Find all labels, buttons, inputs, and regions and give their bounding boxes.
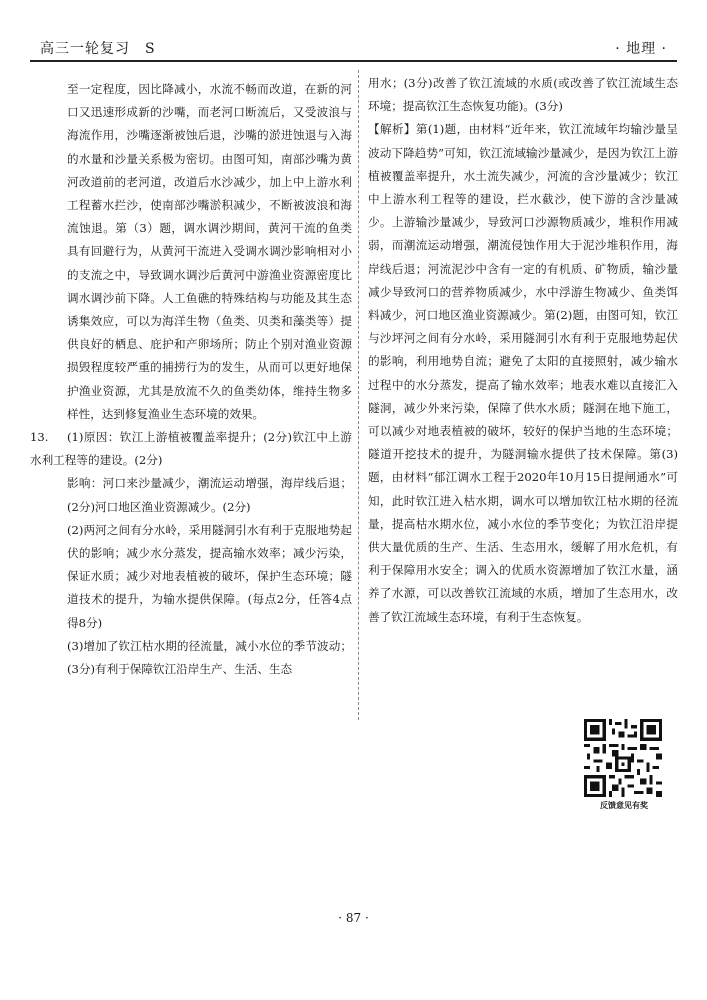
left-column bbox=[30, 78, 352, 681]
q13-impact-text: 影响：河口来沙量减少，潮流运动增强，海岸线后退；(2分)河口地区渔业资源减少。(2分) bbox=[67, 476, 352, 514]
header-subject: · 地理 · bbox=[615, 41, 667, 57]
qr-caption: 反馈意见有奖 bbox=[600, 801, 648, 810]
q13-part3-text: (3)增加了钦江枯水期的径流量，减小水位的季节波动；(3分)有利于保障钦江沿岸生产、生活、生态 bbox=[67, 638, 352, 677]
analysis-text: 【解析】第(1)题，由材料“近年来，钦江流域年均输沙量呈波动下降趋势”可知，钦江流域输沙量减少，是因为钦江上游植被覆盖率提升，水土流失减少，河流的含沙量减少；钦江中上游水利工程等的建设，拦水截沙，使下游的含沙量减少。上游输沙量减少，导致河口沙源物质减少，堆积作用减弱，而潮流运动增强，潮流侵蚀作用大于泥沙堆积作用，海岸线后退；河流泥沙中含有一定的有机质、矿物质，输沙量减少导致河口的营养物质减少，水中浮游生物减少、鱼类饵料减少，河口地区渔业资源减少。第(2)题，由图可知，钦江与沙坪河之间有分水岭，采用隧洞引水有利于克服地势起伏的影响，利用地势自流；避免了太阳的直接照射，减少输水过程中的水分蒸发，提高了输水效率；地表水难以直接汇入隧洞，减少外来污染，保障了供水水质；隧洞在地下施工，可以减少对地表植被的破坏，较好的保护当地的生态环境；隧道开挖技术的提升，为隧洞输水提供了技术保障。第(3)题，由材料“郁江调水工程于2020年10月15日提闸通水”可知，此时钦江进入枯水期，调水可以增加钦江枯水期的径流量，提高枯水期水位，减小水位的季节变化；为钦江沿岸提供大量优质的生产、生活、生态用水，缓解了用水危机，有利于保障用水安全；调入的优质水资源增加了钦江水量，涵养了水源，可以改善钦江流域的水质，增加了生态用水，改善了钦江流域生态环境，有利于生态恢复。 bbox=[368, 122, 678, 624]
q13-part2-text: (2)两河之间有分水岭，采用隧洞引水有利于克服地势起伏的影响；减少水分蒸发，提高输水效率；减少污染，保证水质；减少对地表植被的破坏，保护生态环境；隧道技术的提升，为输水提供保障。(每点2分，任答4点得8分) bbox=[67, 522, 352, 630]
q13-part1-text: (1)原因：钦江上游植被覆盖率提升；(2分)钦江中上游水利工程等的建设。(2分) bbox=[30, 430, 352, 468]
qr-code-icon[interactable] bbox=[584, 719, 662, 797]
header-series-title: 高三一轮复习 S bbox=[40, 41, 156, 57]
q13-part1-paragraph bbox=[30, 426, 352, 472]
page-header bbox=[30, 30, 677, 62]
q13-part3-continuation: 用水；(3分)改善了钦江流域的水质(或改善了钦江流域生态环境；提高钦江生态恢复功能)。(3分) bbox=[368, 76, 678, 114]
answer-continuation: 至一定程度，因比降减小，水流不畅而改道，在新的河口又迅速形成新的沙嘴，而老河口断流后，又受波浪与海流作用，沙嘴逐渐被蚀后退，沙嘴的淤进蚀退与入海的水量和沙量关系极为密切。由图可知，南部沙嘴为黄河改道前的老河道，改道后水沙减少，加上中上游水利工程蓄水拦沙，使南部沙嘴淤积减少，不断被波浪和海流蚀退。第（3）题，调水调沙期间，黄河干流的鱼类具有回避行为，从黄河干流进入受调水调沙影响相对小的支流之中，导致调水调沙后黄河中游渔业资源密度比调水调沙前下降。人工鱼礁的特殊结构与功能及其生态诱集效应，可以为海洋生物（鱼类、贝类和藻类等）提供良好的栖息、庇护和产卵场所；防止个别对渔业资源损毁程度较严重的捕捞行为的发生，从而可以更好地保护渔业资源，尤其是放流不久的鱼类幼体，维持生物多样性，达到修复渔业生态环境的效果。 bbox=[67, 82, 352, 421]
column-divider bbox=[358, 70, 359, 720]
page-number: · 87 · bbox=[338, 911, 369, 925]
question-number: 13. bbox=[30, 430, 49, 445]
right-column bbox=[368, 72, 678, 629]
